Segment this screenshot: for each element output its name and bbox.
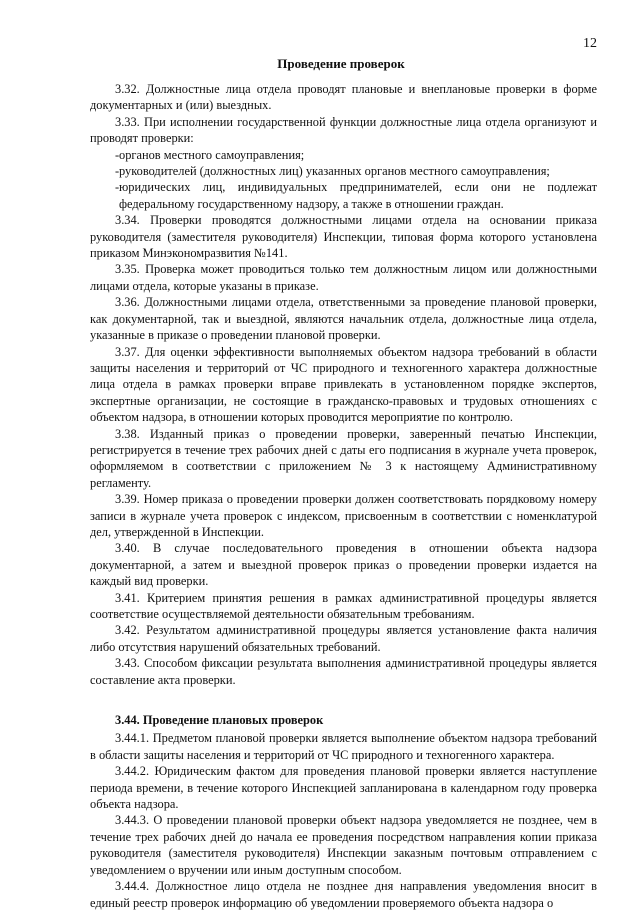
paragraph-3-38: 3.38. Изданный приказ о проведении проверки, заверенный печатью Инспекции, регистрируется в течение трех рабочих дней с даты его подписания в журнале учета проверок, оформляемом в соответствии с приложением № 3 к настоящему Административному регламенту.: [90, 426, 597, 490]
paragraph-3-39: 3.39. Номер приказа о проведении проверки должен соответствовать порядковому номеру записи в журнале учета проверок с индексом, присвоенным в соответствии с номенклатурой дел, утвержденной в Инспекции.: [90, 492, 597, 539]
paragraph-3-41: 3.41. Критерием принятия решения в рамках административной процедуры является соответствие осуществляемой деятельности обязательным требованиям.: [90, 590, 597, 621]
document-body: [90, 81, 597, 911]
paragraph-3-42: 3.42. Результатом административной процедуры является установление факта наличия либо отсутствия нарушений обязательных требований.: [90, 623, 597, 654]
page-number: 12: [583, 36, 597, 51]
paragraph-3-43: 3.43. Способом фиксации результата выполнения административной процедуры является составление акта проверки.: [90, 656, 597, 687]
inspection-subjects-list: [90, 147, 597, 213]
paragraph-3-40: 3.40. В случае последовательного проведения в отношении объекта надзора документарной, а затем и выездной проверок приказ о проведении проверки издается на каждый вид проверки.: [90, 541, 597, 589]
list-item: - руководителей (должностных лиц) указанных органов местного самоуправления;: [90, 163, 597, 179]
list-item: - юридических лиц, индивидуальных предпринимателей, если они не подлежат федеральному государственному надзору, а также в отношении граждан.: [90, 179, 597, 212]
paragraph-3-44-4: 3.44.4. Должностное лицо отдела не позднее дня направления уведомления вносит в единый реестр проверок информацию об уведомлении проверяемого объекта надзора о: [90, 879, 597, 910]
paragraph-3-35: 3.35. Проверка может проводиться только тем должностным лицом или должностными лицами отдела, которые указаны в приказе.: [90, 262, 597, 293]
paragraph-3-44-3: 3.44.3. О проведении плановой проверки объект надзора уведомляется не позднее, чем в течение трех рабочих дней до начала ее проведения посредством направления копии приказа руководителя (заместителя руководителя) Инспекции заказным почтовым отправлением с уведомлением о вручении или иным доступным способом.: [90, 813, 597, 877]
paragraph-3-33: 3.33. При исполнении государственной функции должностные лица отдела организуют и проводят проверки:: [90, 114, 597, 146]
paragraph-3-37: 3.37. Для оценки эффективности выполняемых объектом надзора требований в области защиты населения и территорий от ЧС природного и техногенного характера должностные лица отдела в рамках проверки вправе привлекать в установленном порядке экспертов, экспертные организации, не состоящие в гражданско-правовых и трудовых отношениях с объектом надзора, в отношении которых проводится мероприятие по контролю.: [90, 344, 597, 425]
paragraph-3-44-2: 3.44.2. Юридическим фактом для проведения плановой проверки является наступление периода времени, в течение которого Инспекцией запланирована в календарном году проверка объекта надзора.: [90, 764, 597, 812]
paragraph-3-44-1: 3.44.1. Предметом плановой проверки является выполнение объектом надзора требований в области защиты населения и территорий от ЧС природного и техногенного характера.: [90, 731, 597, 762]
section-title: Проведение проверок: [277, 56, 405, 71]
paragraph-3-34: 3.34. Проверки проводятся должностными лицами отдела на основании приказа руководителя (заместителя руководителя) Инспекции, типовая форма которого установлена приказом Минэкономразвития №141.: [90, 213, 597, 261]
paragraph-3-36: 3.36. Должностными лицами отдела, ответственными за проведение плановой проверки, как документарной, так и выездной, являются начальник отдела, должностные лица отдела, указанные в приказе о проведении плановой проверки.: [90, 295, 597, 343]
paragraph-3-32: 3.32. Должностные лица отдела проводят плановые и внеплановые проверки в форме документарных и (или) выездных.: [90, 82, 597, 113]
section-heading-3-44: 3.44. Проведение плановых проверок: [115, 713, 324, 728]
list-item: - органов местного самоуправления;: [90, 147, 597, 163]
